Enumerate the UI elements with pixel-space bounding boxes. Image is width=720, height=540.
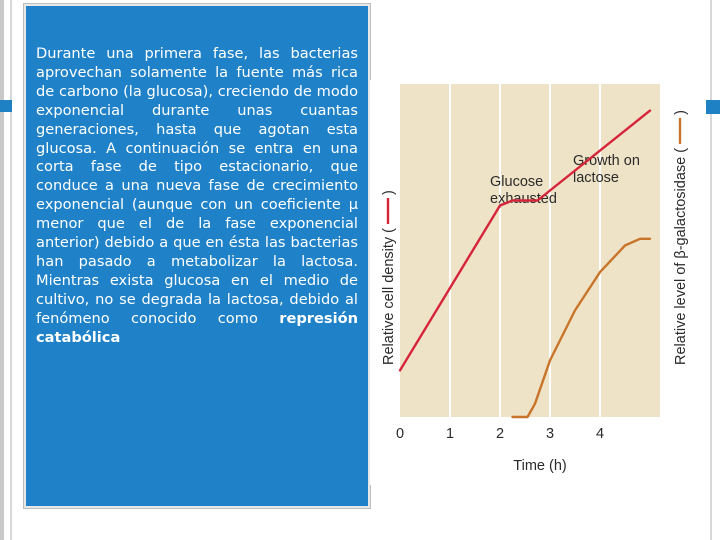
text-panel — [24, 4, 370, 508]
x-tick-labels — [396, 426, 604, 442]
x-tick-label-0: 0 — [395, 426, 405, 442]
decorative-rule-left — [10, 0, 12, 540]
y-axis-label-right-text: Relative level of β-galactosidase ( — [673, 147, 689, 365]
decorative-rule-right — [710, 0, 712, 540]
annotation-glucose-exhausted: Glucose exhausted — [490, 174, 557, 207]
x-tick-label-3: 3 — [545, 426, 555, 442]
body-paragraph-text: Durante una primera fase, las bacterias aprovechan solamente la fuente más rica de carbono (la glucosa), creciendo de modo exponencial durante unas cuantas generaciones, hasta que agotan esta glucosa. A continuación se entra en una corta fase de tipo estacionario, que conduce a una nueva fase de crecimiento exponencial (aunque con un coeficiente μ menor que el de la fase exponencial anterior) debido a que en ésta las bacterias han pasado a metabolizar la lactosa. Mientras exista glucosa en el medio de cultivo, no se degrada la lactosa, debido al fenómeno conocido como — [36, 45, 358, 327]
y-axis-label-left-close: ) — [381, 190, 397, 195]
y-axis-label-left-text: Relative cell density ( — [381, 228, 397, 365]
decorative-square-right — [706, 100, 720, 114]
y-axis-label-right — [673, 110, 689, 365]
chart-figure — [370, 80, 700, 485]
line-chart — [370, 80, 700, 485]
slide-edge-bar — [0, 0, 4, 540]
body-paragraph — [36, 45, 358, 348]
x-tick-label-2: 2 — [495, 426, 505, 442]
x-tick-label-1: 1 — [445, 426, 455, 442]
annotation-growth-on-lactose: Growth on lactose — [573, 153, 640, 186]
emphasis-term: represión catabólica — [36, 309, 358, 346]
decorative-square-left — [0, 100, 12, 112]
y-axis-label-right-close: ) — [673, 110, 689, 115]
x-axis-label: Time (h) — [513, 458, 567, 474]
x-tick-label-4: 4 — [595, 426, 605, 442]
y-axis-label-left — [381, 190, 397, 365]
